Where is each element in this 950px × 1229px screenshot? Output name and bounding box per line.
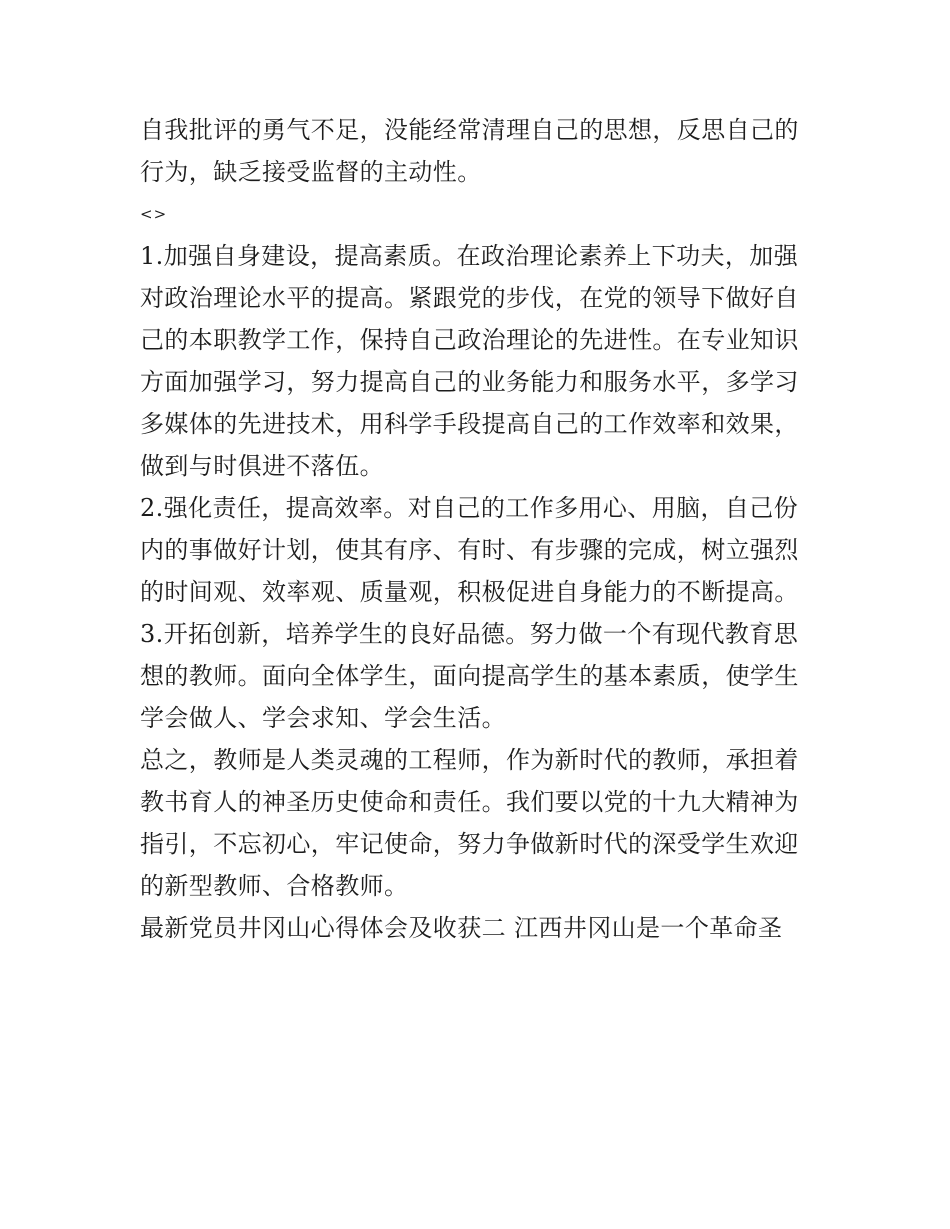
text-line: 己的本职教学工作，保持自己政治理论的先进性。在专业知识 [140, 326, 799, 354]
text-line: 的时间观、效率观、质量观，积极促进自身能力的不断提高。 [140, 578, 799, 606]
text-line: 总之，教师是人类灵魂的工程师，作为新时代的教师，承担着 [140, 746, 799, 774]
text-line: 方面加强学习，努力提高自己的业务能力和服务水平，多学习 [140, 368, 799, 396]
document-body [140, 109, 820, 949]
text-line: 自我批评的勇气不足，没能经常清理自己的思想，反思自己的 [140, 116, 799, 144]
text-line: 最新党员井冈山心得体会及收获二 江西井冈山是一个革命圣 [140, 914, 783, 942]
text-line: 做到与时俱进不落伍。 [140, 452, 384, 480]
text-line: 想的教师。面向全体学生，面向提高学生的基本素质，使学生 [140, 662, 799, 690]
text-line: 3.开拓创新，培养学生的良好品德。努力做一个有现代教育思 [140, 620, 799, 648]
text-line: <> [140, 205, 168, 223]
text-line: 的新型教师、合格教师。 [140, 872, 409, 900]
text-line: 学会做人、学会求知、学会生活。 [140, 704, 506, 732]
text-line: 行为，缺乏接受监督的主动性。 [140, 158, 482, 186]
text-line: 2.强化责任，提高效率。对自己的工作多用心、用脑，自己份 [140, 494, 799, 522]
text-line: 内的事做好计划，使其有序、有时、有步骤的完成，树立强烈 [140, 536, 799, 564]
text-line: 1.加强自身建设，提高素质。在政治理论素养上下功夫，加强 [140, 242, 799, 270]
text-line: 教书育人的神圣历史使命和责任。我们要以党的十九大精神为 [140, 788, 799, 816]
text-line: 对政治理论水平的提高。紧跟党的步伐，在党的领导下做好自 [140, 284, 799, 312]
text-line: 指引，不忘初心，牢记使命，努力争做新时代的深受学生欢迎 [140, 830, 799, 858]
text-line: 多媒体的先进技术，用科学手段提高自己的工作效率和效果， [140, 410, 799, 438]
